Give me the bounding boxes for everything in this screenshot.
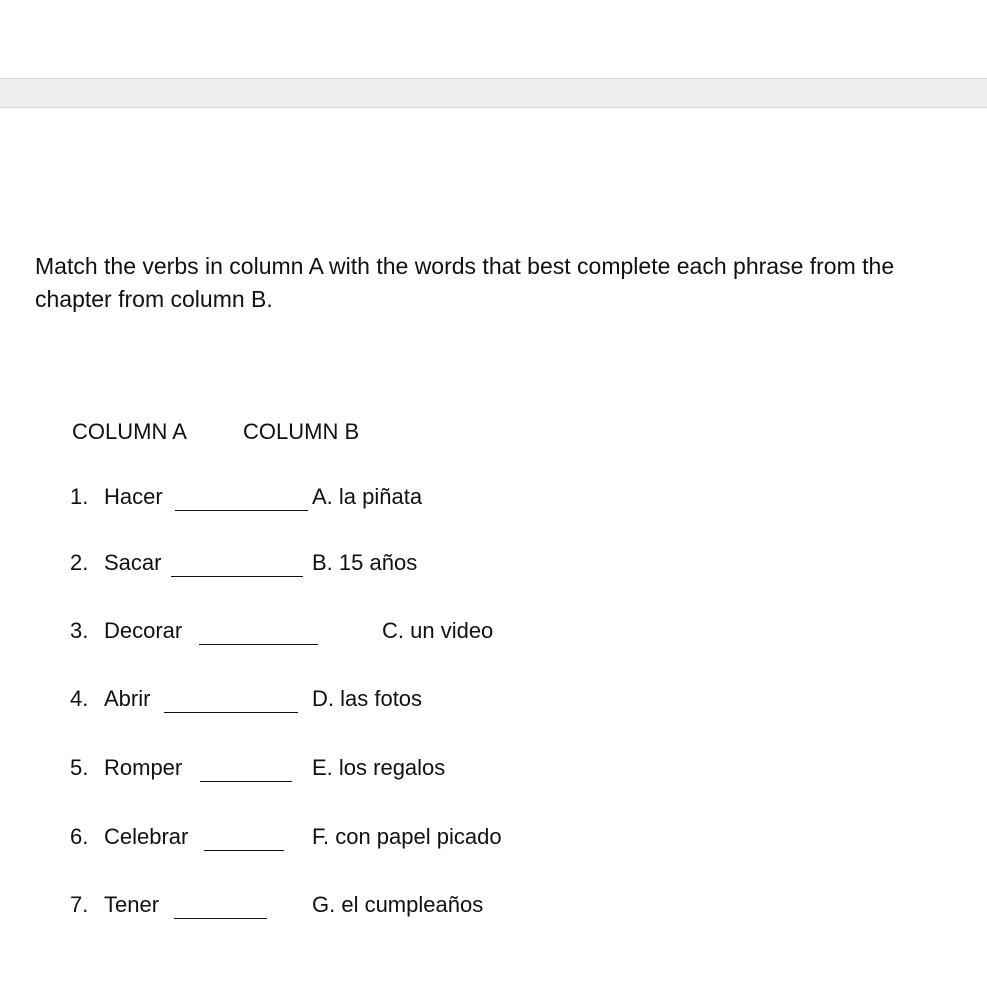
item-number: 3.: [70, 618, 89, 643]
item-verb: Decorar: [104, 618, 183, 643]
item-verb: Tener: [104, 892, 160, 917]
answer-blank[interactable]: [175, 485, 308, 511]
instructions-text: Match the verbs in column A with the words that best complete each phrase from the chapter from column B.: [35, 253, 895, 312]
item-verb: Romper: [104, 755, 183, 780]
answer-blank[interactable]: [164, 687, 298, 713]
item-answer: C. un video: [382, 618, 494, 643]
item-number: 5.: [70, 755, 89, 780]
item-number: 6.: [70, 824, 89, 849]
item-answer: G. el cumpleaños: [312, 892, 484, 917]
item-number: 4.: [70, 686, 89, 711]
column-b-header: COLUMN B: [243, 419, 360, 444]
item-number: 1.: [70, 484, 89, 509]
item-answer: F. con papel picado: [312, 824, 502, 849]
item-verb: Abrir: [104, 686, 151, 711]
item-answer: B. 15 años: [312, 550, 418, 575]
item-answer: E. los regalos: [312, 755, 446, 780]
answer-blank[interactable]: [199, 619, 318, 645]
answer-blank[interactable]: [171, 551, 303, 577]
item-number: 7.: [70, 892, 89, 917]
item-answer: A. la piñata: [312, 484, 423, 509]
item-number: 2.: [70, 550, 89, 575]
column-a-header: COLUMN A: [72, 419, 187, 444]
answer-blank[interactable]: [174, 893, 267, 919]
item-verb: Sacar: [104, 550, 162, 575]
item-verb: Hacer: [104, 484, 163, 509]
answer-blank[interactable]: [204, 825, 284, 851]
item-verb: Celebrar: [104, 824, 189, 849]
answer-blank[interactable]: [200, 756, 292, 782]
page-break-divider: [0, 78, 987, 108]
item-answer: D. las fotos: [312, 686, 423, 711]
